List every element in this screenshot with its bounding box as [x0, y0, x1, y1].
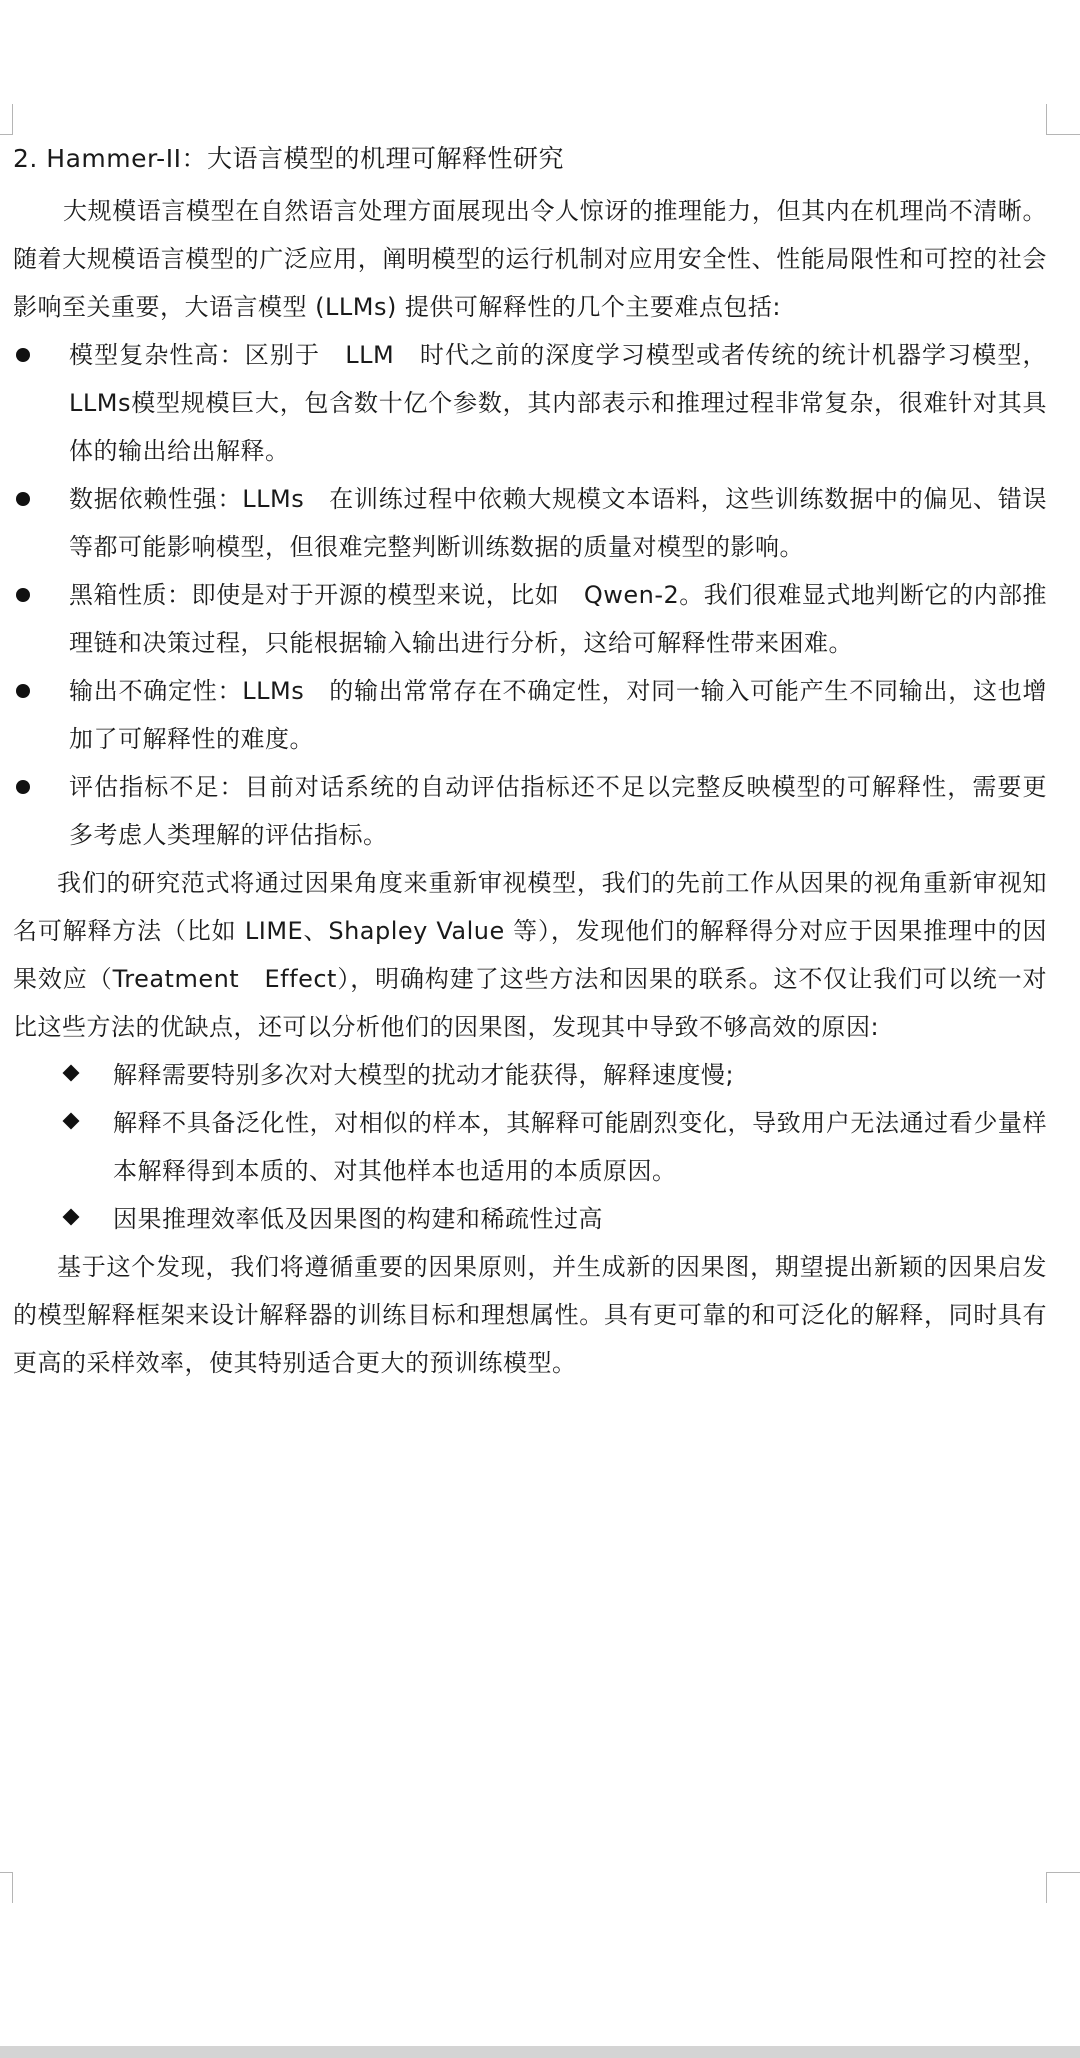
- difficulty-list: [13, 331, 1047, 859]
- bullet-icon: [16, 780, 30, 794]
- crop-mark-bottom-right: [1046, 1872, 1080, 1903]
- section-heading: 2. Hammer-II：大语言模型的机理可解释性研究: [13, 144, 564, 173]
- document-body: [13, 139, 1047, 1387]
- bullet-icon: [16, 348, 30, 362]
- list-item: 因果推理效率低及因果图的构建和稀疏性过高: [13, 1195, 1047, 1243]
- diamond-bullet-icon: [63, 1209, 80, 1226]
- research-paragraph: 我们的研究范式将通过因果角度来重新审视模型，我们的先前工作从因果的视角重新审视知名可解释方法（比如 LIME、Shapley Value 等），发现他们的解释得分对应于因果推理中的因果效应（Treatment Effect），明确构建了这些方法和因果的联系。这不仅让我们可以统一对比这些方法的优缺点，还可以分析他们的因果图，发现其中导致不够高效的原因:: [13, 869, 1047, 1041]
- diamond-bullet-icon: [63, 1113, 80, 1130]
- list-item: 模型复杂性高：区别于 LLM 时代之前的深度学习模型或者传统的统计机器学习模型，LLMs模型规模巨大，包含数十亿个参数，其内部表示和推理过程非常复杂，很难针对其具体的输出给出解释。: [13, 331, 1047, 475]
- intro-paragraph: 大规模语言模型在自然语言处理方面展现出令人惊讶的推理能力，但其内在机理尚不清晰。随着大规模语言模型的广泛应用，阐明模型的运行机制对应用安全性、性能局限性和可控的社会影响至关重要，大语言模型 (LLMs) 提供可解释性的几个主要难点包括:: [13, 197, 1047, 321]
- bullet-icon: [16, 492, 30, 506]
- list-item: 输出不确定性：LLMs 的输出常常存在不确定性，对同一输入可能产生不同输出，这也增加了可解释性的难度。: [13, 667, 1047, 763]
- bottom-scroll-bar[interactable]: [0, 2046, 1080, 2058]
- crop-mark-top-left: [0, 104, 13, 135]
- list-item: 数据依赖性强：LLMs 在训练过程中依赖大规模文本语料，这些训练数据中的偏见、错误等都可能影响模型，但很难完整判断训练数据的质量对模型的影响。: [13, 475, 1047, 571]
- reason-list: [13, 1051, 1047, 1243]
- conclusion-paragraph: 基于这个发现，我们将遵循重要的因果原则，并生成新的因果图，期望提出新颖的因果启发的模型解释框架来设计解释器的训练目标和理想属性。具有更可靠的和可泛化的解释，同时具有更高的采样效率，使其特别适合更大的预训练模型。: [13, 1253, 1047, 1377]
- list-item: 解释需要特别多次对大模型的扰动才能获得，解释速度慢;: [13, 1051, 1047, 1099]
- bullet-icon: [16, 684, 30, 698]
- list-item: 黑箱性质：即使是对于开源的模型来说，比如 Qwen-2。我们很难显式地判断它的内部推理链和决策过程，只能根据输入输出进行分析，这给可解释性带来困难。: [13, 571, 1047, 667]
- list-item: 解释不具备泛化性，对相似的样本，其解释可能剧烈变化，导致用户无法通过看少量样本解释得到本质的、对其他样本也适用的本质原因。: [13, 1099, 1047, 1195]
- crop-mark-bottom-left: [0, 1872, 13, 1903]
- bullet-icon: [16, 588, 30, 602]
- diamond-bullet-icon: [63, 1065, 80, 1082]
- list-item: 评估指标不足：目前对话系统的自动评估指标还不足以完整反映模型的可解释性，需要更多考虑人类理解的评估指标。: [13, 763, 1047, 859]
- crop-mark-top-right: [1046, 104, 1080, 135]
